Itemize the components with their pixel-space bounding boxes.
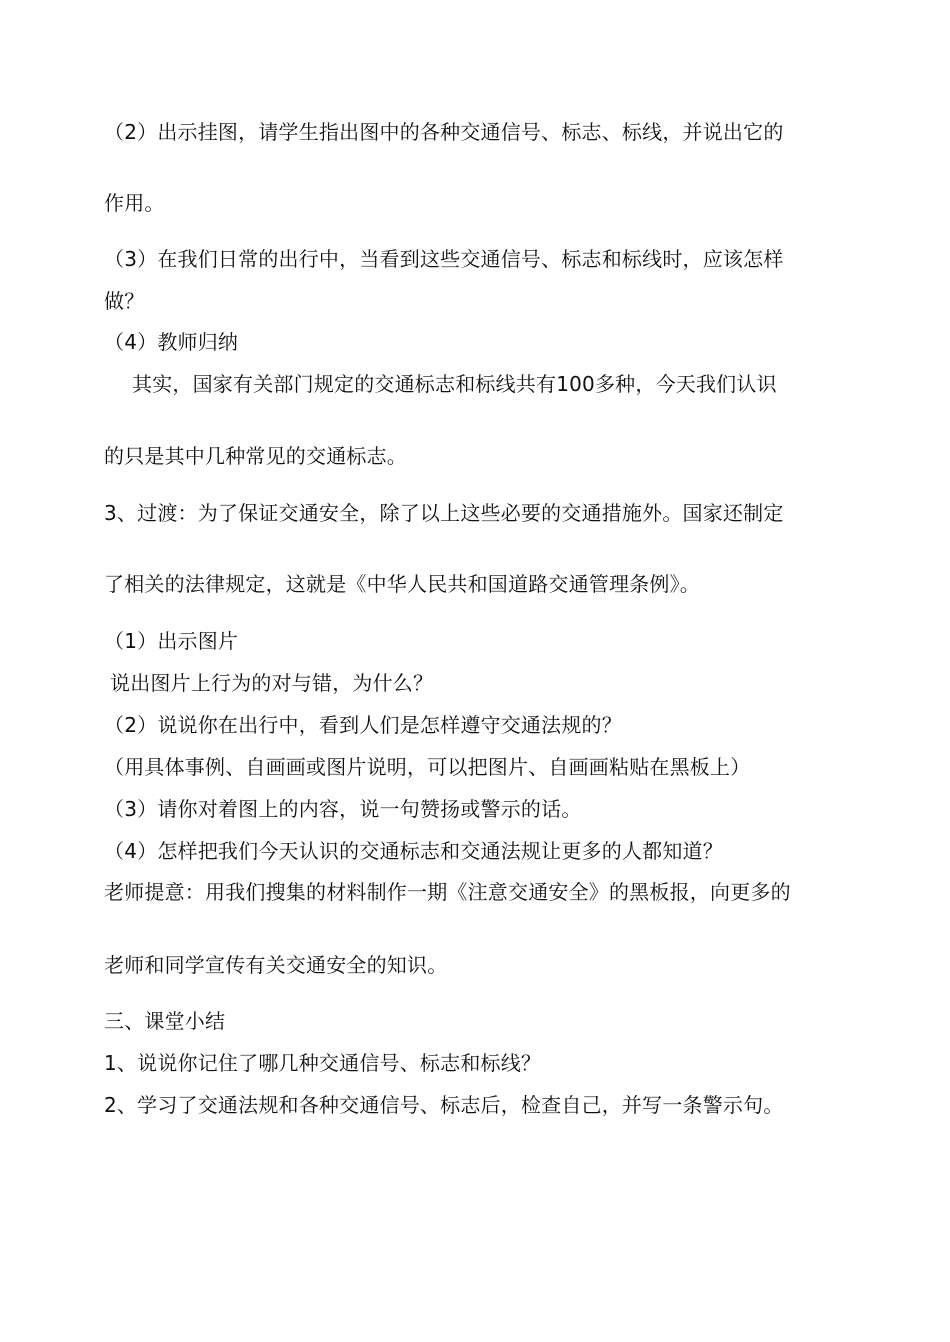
text-line-5: （4）教师归纳 — [104, 330, 239, 354]
text-line-8: 3、过渡：为了保证交通安全，除了以上这些必要的交通措施外。国家还制定 — [104, 501, 784, 525]
text-line-20: 2、学习了交通法规和各种交通信号、标志后，检查自己，并写一条警示句。 — [104, 1093, 784, 1117]
text-line-2: 作用。 — [104, 191, 165, 215]
text-line-1: （2）出示挂图，请学生指出图中的各种交通信号、标志、标线，并说出它的 — [104, 120, 784, 144]
text-line-19: 1、说说你记住了哪几种交通信号、标志和标线？ — [104, 1051, 542, 1075]
text-line-12: （2）说说你在出行中，看到人们是怎样遵守交通法规的？ — [104, 713, 622, 737]
text-line-17: 老师和同学宣传有关交通安全的知识。 — [104, 953, 448, 977]
text-line-9: 了相关的法律规定，这就是《中华人民共和国道路交通管理条例》。 — [104, 572, 700, 596]
text-line-7: 的只是其中几种常见的交通标志。 — [104, 444, 407, 468]
text-line-13: （用具体事例、自画画或图片说明，可以把图片、自画画粘贴在黑板上） — [104, 755, 751, 779]
text-line-11: 说出图片上行为的对与错，为什么？ — [110, 671, 434, 695]
text-line-4: 做？ — [104, 289, 145, 313]
text-line-6: 其实，国家有关部门规定的交通标志和标线共有100多种，今天我们认识 — [132, 372, 777, 396]
text-line-3: （3）在我们日常的出行中，当看到这些交通信号、标志和标线时，应该怎样 — [104, 247, 784, 271]
text-line-16: 老师提意：用我们搜集的材料制作一期《注意交通安全》的黑板报，向更多的 — [104, 880, 791, 904]
text-line-15: （4）怎样把我们今天认识的交通标志和交通法规让更多的人都知道？ — [104, 839, 723, 863]
text-line-14: （3）请你对着图上的内容，说一句赞扬或警示的话。 — [104, 797, 582, 821]
text-line-10: （1）出示图片 — [104, 629, 239, 653]
text-line-18: 三、课堂小结 — [104, 1009, 226, 1033]
